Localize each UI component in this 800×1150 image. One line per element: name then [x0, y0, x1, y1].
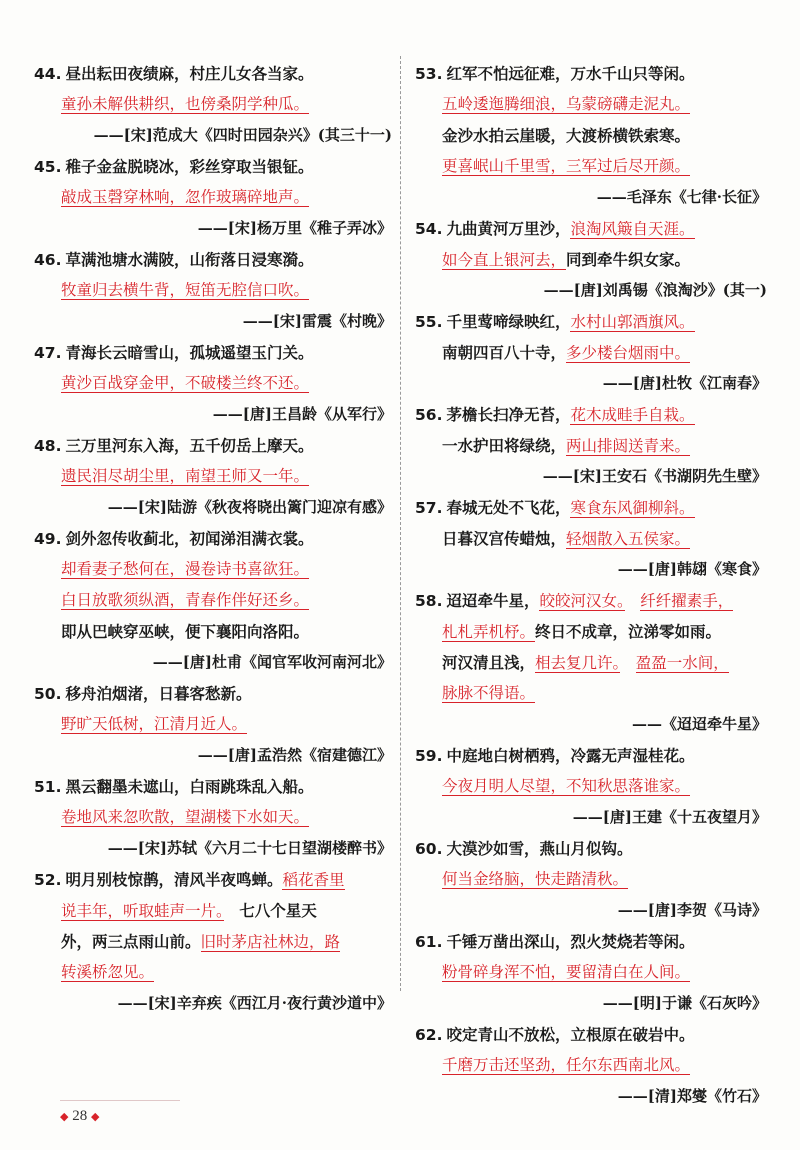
- poem-number: 45.: [34, 158, 62, 176]
- poem-attribution: ——[宋]王安石《书湖阴先生壁》: [542, 467, 767, 485]
- poem-text: 南朝四百八十寺，: [442, 343, 567, 362]
- poem-line-highlight: [34, 554, 392, 585]
- poem-text-highlight: 粉骨碎身浑不怕，要留清白在人间。: [442, 963, 691, 981]
- poem-text-highlight: 野旷天低树，江清月近人。: [61, 715, 248, 733]
- poem-line: [415, 430, 767, 461]
- poem-text: 剑外忽传收蓟北，初闻涕泪满衣裳。: [65, 529, 314, 548]
- poem-line: [415, 306, 767, 337]
- poem-attribution: ——[唐]李贺《马诗》: [617, 901, 767, 919]
- poem-line-highlight: [34, 275, 392, 306]
- poem-number: 59.: [415, 747, 443, 765]
- poem-line: [34, 337, 392, 368]
- poem-attribution: ——[宋]苏轼《六月二十七日望湖楼醉书》: [107, 839, 392, 857]
- poem-text: 中庭地白树栖鸦，冷露无声湿桂花。: [446, 746, 695, 765]
- poem-text: 一水护田将绿绕，: [442, 436, 567, 455]
- poem-number: 51.: [34, 778, 62, 796]
- poem-attribution: ——[宋]雷震《村晚》: [242, 312, 392, 330]
- poem-text-highlight: 卷地风来忽吹散，望湖楼下水如天。: [61, 808, 310, 826]
- footer-rule: [60, 1100, 180, 1101]
- poem-text-highlight: 敲成玉磬穿林响，忽作玻璃碎地声。: [61, 188, 310, 206]
- poem-text-highlight: 相去复几许。: [535, 654, 621, 672]
- poem-line: [415, 647, 767, 678]
- poem-number: 48.: [34, 437, 62, 455]
- poem-text: [625, 591, 641, 610]
- poem-number: 60.: [415, 840, 443, 858]
- poem-line: [34, 430, 392, 461]
- poem-line: [415, 337, 767, 368]
- poem-line: [34, 678, 392, 709]
- poem-text: [620, 653, 636, 672]
- poem-line: [34, 151, 392, 182]
- poem-text-highlight: 却看妻子愁何在，漫卷诗书喜欲狂。: [61, 560, 310, 578]
- poem-text-highlight: 多少楼台烟雨中。: [566, 344, 691, 362]
- poem-text-highlight: 皎皎河汉女。: [539, 592, 625, 610]
- poem-line: [415, 1019, 767, 1050]
- poem-text-highlight: 旧时茅店社林边，路: [200, 933, 341, 951]
- poem-text-highlight: 说丰年，听取蛙声一片。: [61, 902, 224, 920]
- poem-line: [415, 616, 767, 647]
- poem-line: [415, 399, 767, 430]
- poem-line-highlight: [415, 678, 767, 709]
- poem-line: 金沙水拍云崖暖，大渡桥横铁索寒。: [442, 126, 691, 145]
- poem-text-highlight: 盈盈一水间，: [635, 654, 729, 672]
- page-footer: [60, 1108, 99, 1125]
- poem-text: 大漠沙如雪，燕山月似钩。: [446, 839, 633, 858]
- poem-text-highlight: 寒食东风御柳斜。: [570, 499, 695, 517]
- poem-attribution: ——[唐]王建《十五夜望月》: [572, 808, 767, 826]
- poem-line-highlight: [34, 368, 392, 399]
- poem-line: [415, 244, 767, 275]
- poem-line: [34, 864, 392, 895]
- poem-attribution: ——毛泽东《七律·长征》: [596, 188, 767, 206]
- poem-number: 61.: [415, 933, 443, 951]
- poem-text: 外，两三点雨山前。: [61, 932, 201, 951]
- poem-attribution: ——[宋]陆游《秋夜将晓出篱门迎凉有感》: [107, 498, 392, 516]
- poem-line-highlight: [415, 89, 767, 120]
- poem-text: 茅檐长扫净无苔，: [446, 405, 571, 424]
- poem-attribution: ——[清]郑燮《竹石》: [617, 1087, 767, 1105]
- poem-line: [34, 926, 392, 957]
- poem-text: 移舟泊烟渚，日暮客愁新。: [65, 684, 252, 703]
- poem-line-highlight: [415, 957, 767, 988]
- poem-text: 终日不成章，泣涕零如雨。: [535, 622, 722, 641]
- poem-text: 明月别枝惊鹊，清风半夜鸣蝉。: [65, 870, 283, 889]
- poem-text-highlight: 札札弄机杼。: [442, 623, 536, 641]
- poem-text-highlight: 千磨万击还坚劲，任尔东西南北风。: [442, 1056, 691, 1074]
- column-divider: [400, 56, 401, 991]
- poem-text: 咬定青山不放松，立根原在破岩中。: [446, 1025, 695, 1044]
- poem-text: 七八个星天: [223, 901, 317, 920]
- poem-text-highlight: 轻烟散入五侯家。: [566, 530, 691, 548]
- poem-text: 日暮汉宫传蜡烛，: [442, 529, 567, 548]
- poem-line-highlight: [34, 89, 392, 120]
- poem-attribution: ——[唐]杜牧《江南春》: [602, 374, 767, 392]
- poem-attribution: ——[宋]杨万里《稚子弄冰》: [197, 219, 392, 237]
- poem-text-highlight: 浪淘风簸自天涯。: [570, 220, 695, 238]
- poem-line-highlight: [34, 585, 392, 616]
- poem-text-highlight: 水村山郭酒旗风。: [570, 313, 695, 331]
- poem-number: 46.: [34, 251, 62, 269]
- poem-text-highlight: 黄沙百战穿金甲，不破楼兰终不还。: [61, 374, 310, 392]
- poem-text: 草满池塘水满陂，山衔落日浸寒漪。: [65, 250, 314, 269]
- diamond-icon: ◆: [60, 1111, 69, 1123]
- poem-line: [34, 244, 392, 275]
- poem-attribution: ——[唐]刘禹锡《浪淘沙》(其一): [543, 281, 767, 299]
- poem-line-highlight: [415, 771, 767, 802]
- poem-text-highlight: 花木成畦手自栽。: [570, 406, 695, 424]
- poem-line: [415, 213, 767, 244]
- poem-number: 55.: [415, 313, 443, 331]
- poem-text: 昼出耘田夜绩麻，村庄儿女各当家。: [65, 64, 314, 83]
- poem-text: 千里莺啼绿映红，: [446, 312, 571, 331]
- poem-attribution: ——[明]于谦《石灰吟》: [602, 994, 767, 1012]
- poem-line: [34, 58, 392, 89]
- poem-text-highlight: 两山排闼送青来。: [566, 437, 691, 455]
- poem-text: 黑云翻墨未遮山，白雨跳珠乱入船。: [65, 777, 314, 796]
- poem-text-highlight: 纤纤擢素手，: [640, 592, 734, 610]
- poem-line: [34, 895, 392, 926]
- poem-text: 三万里河东入海，五千仞岳上摩天。: [65, 436, 314, 455]
- poem-text: 同到牵牛织女家。: [566, 250, 691, 269]
- poem-line-highlight: [415, 151, 767, 182]
- poem-text-highlight: 今夜月明人尽望，不知秋思落谁家。: [442, 777, 691, 795]
- poem-text-highlight: 更喜岷山千里雪，三军过后尽开颜。: [442, 157, 691, 175]
- poem-number: 53.: [415, 65, 443, 83]
- poem-line: [415, 926, 767, 957]
- poem-text-highlight: 何当金络脑，快走踏清秋。: [442, 870, 629, 888]
- poem-text: 千锤万凿出深山，烈火焚烧若等闲。: [446, 932, 695, 951]
- poem-number: 47.: [34, 344, 62, 362]
- poem-line-highlight: [415, 864, 767, 895]
- poem-text-highlight: 白日放歌须纵酒，青春作伴好还乡。: [61, 591, 310, 609]
- poem-line: [415, 585, 767, 616]
- poem-text: 迢迢牵牛星，: [446, 591, 540, 610]
- poem-attribution: ——[唐]杜甫《闻官军收河南河北》: [152, 653, 392, 671]
- poem-text: 河汉清且浅，: [442, 653, 536, 672]
- poem-number: 56.: [415, 406, 443, 424]
- poem-text: 青海长云暗雪山，孤城遥望玉门关。: [65, 343, 314, 362]
- poem-line-highlight: [34, 182, 392, 213]
- poem-line: [415, 740, 767, 771]
- poem-text-highlight: 牧童归去横牛背，短笛无腔信口吹。: [61, 281, 310, 299]
- diamond-icon: ◆: [90, 1111, 100, 1123]
- poem-number: 44.: [34, 65, 62, 83]
- poem-line: [415, 523, 767, 554]
- poem-line: [415, 492, 767, 523]
- poem-line: 即从巴峡穿巫峡，便下襄阳向洛阳。: [61, 622, 310, 641]
- poem-text-highlight: 如今直上银河去，: [442, 251, 567, 269]
- poem-number: 52.: [34, 871, 62, 889]
- poem-text-highlight: 转溪桥忽见。: [61, 963, 155, 981]
- poem-text-highlight: 五岭逶迤腾细浪，乌蒙磅礴走泥丸。: [442, 95, 691, 113]
- poem-line: [34, 523, 392, 554]
- poem-line-highlight: [34, 802, 392, 833]
- poem-line: [415, 58, 767, 89]
- poem-line: [415, 833, 767, 864]
- poem-line-highlight: [34, 957, 392, 988]
- poem-text: 红军不怕远征难，万水千山只等闲。: [446, 64, 695, 83]
- poem-number: 57.: [415, 499, 443, 517]
- poem-line-highlight: [34, 709, 392, 740]
- poem-number: 49.: [34, 530, 62, 548]
- poem-number: 58.: [415, 592, 443, 610]
- poem-text-highlight: 遗民泪尽胡尘里，南望王师又一年。: [61, 467, 310, 485]
- poem-attribution: ——[唐]孟浩然《宿建德江》: [197, 746, 392, 764]
- poem-attribution: ——[宋]范成大《四时田园杂兴》(其三十一): [93, 126, 392, 144]
- right-column: [415, 58, 767, 1112]
- left-column: [34, 58, 392, 1019]
- poem-attribution: ——[宋]辛弃疾《西江月·夜行黄沙道中》: [117, 994, 392, 1012]
- poem-number: 54.: [415, 220, 443, 238]
- poem-number: 50.: [34, 685, 62, 703]
- poem-line: [34, 771, 392, 802]
- page-number: 28: [72, 1108, 88, 1124]
- poem-text-highlight: 脉脉不得语。: [442, 684, 536, 702]
- poem-line-highlight: [415, 1050, 767, 1081]
- poem-number: 62.: [415, 1026, 443, 1044]
- poem-text: 稚子金盆脱晓冰，彩丝穿取当银钲。: [65, 157, 314, 176]
- poem-text-highlight: 童孙未解供耕织，也傍桑阴学种瓜。: [61, 95, 310, 113]
- poem-attribution: ——[唐]王昌龄《从军行》: [212, 405, 392, 423]
- poem-line-highlight: [34, 461, 392, 492]
- poem-attribution: ——[唐]韩翃《寒食》: [617, 560, 767, 578]
- poem-attribution: ——《迢迢牵牛星》: [631, 715, 767, 733]
- poem-text: 春城无处不飞花，: [446, 498, 571, 517]
- poem-text-highlight: 稻花香里: [282, 871, 345, 889]
- poem-text: 九曲黄河万里沙，: [446, 219, 571, 238]
